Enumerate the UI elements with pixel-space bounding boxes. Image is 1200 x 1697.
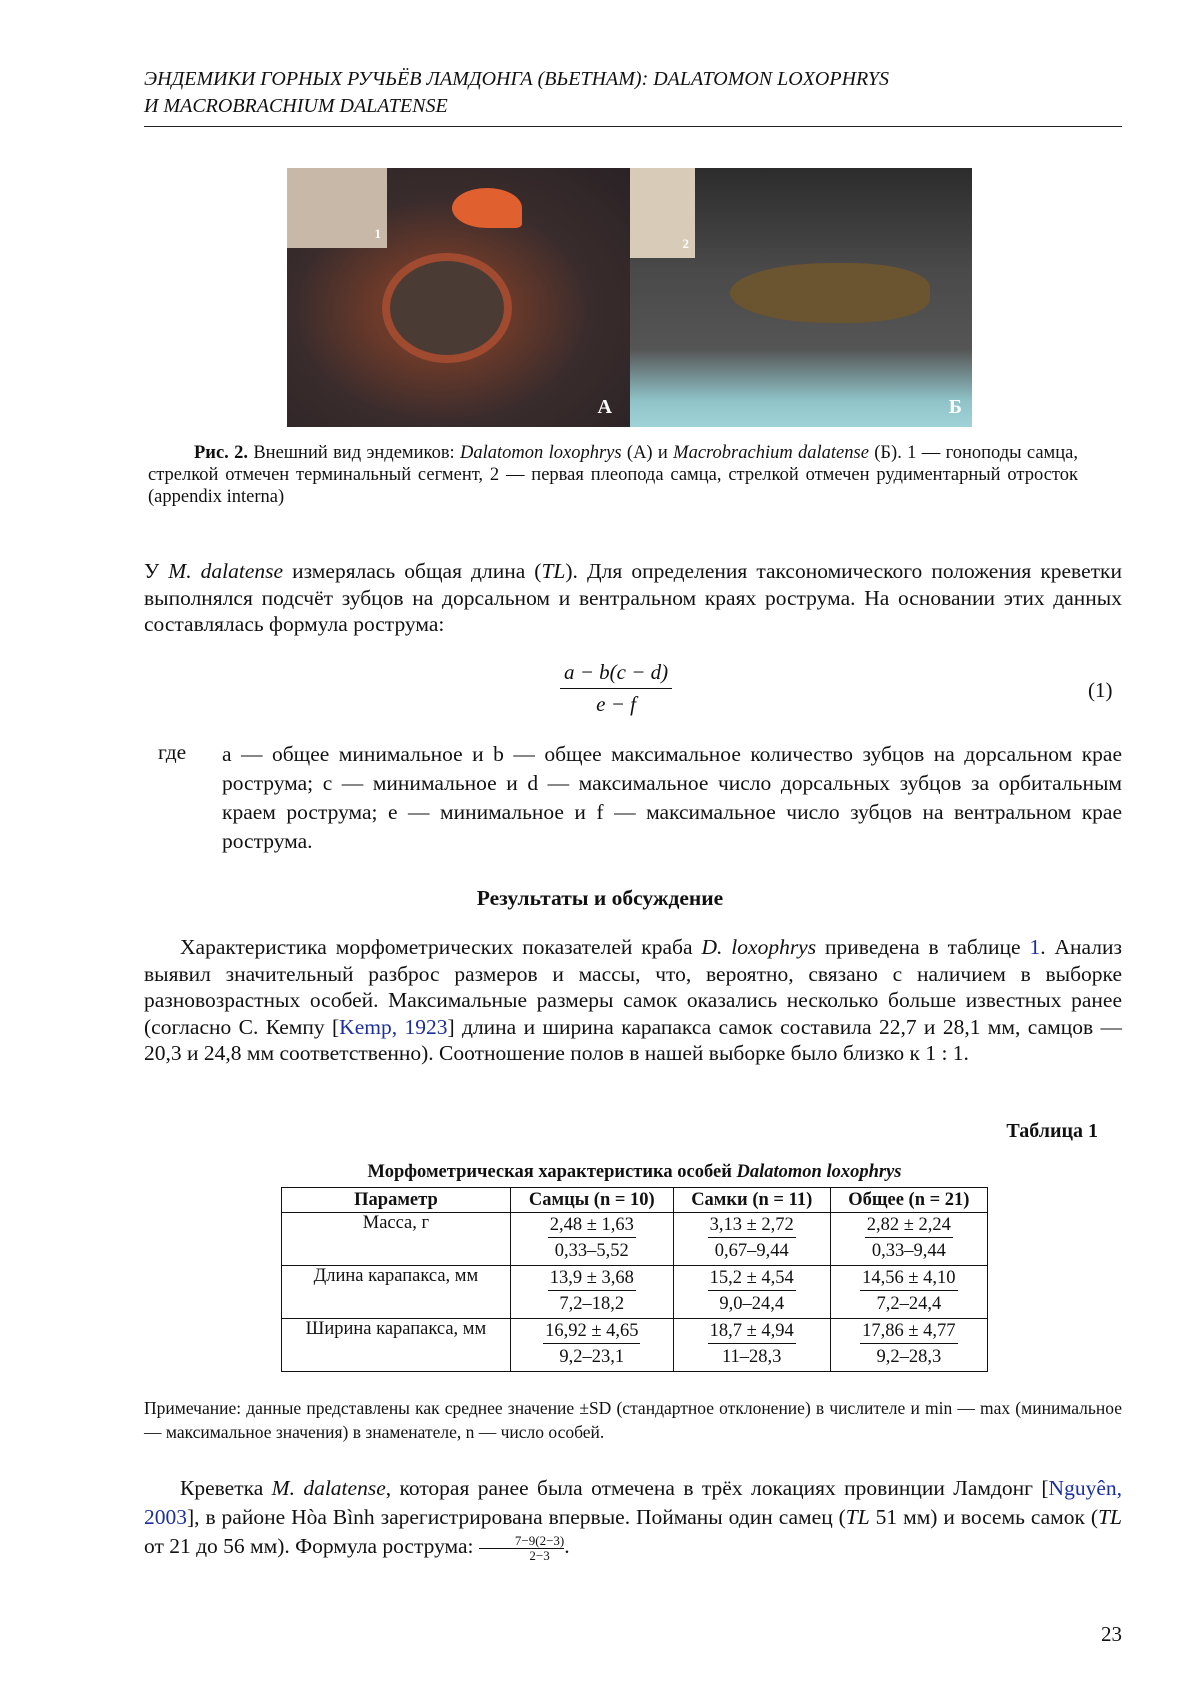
figure-2	[287, 168, 972, 427]
text: ). Для определения таксономического положения креветки выполнялся подсчёт зубцов на дорсальном и вентральном краях рострума. На основании этих данных составлялась формула рострума:	[144, 559, 1122, 636]
min-max: 0,33–5,52	[554, 1241, 629, 1261]
caption-text: (Б). 1 — гоноподы самца, стрелкой отмечен терминальный сегмент, 2 — первая плеопода самца, стрелкой отмечен рудиментарный отросток (appendix interna)	[148, 443, 1078, 507]
table-label: Таблица 1	[1006, 1120, 1098, 1142]
caption-text: (А) и	[621, 443, 674, 463]
section-heading: Результаты и обсуждение	[476, 886, 724, 910]
abbr: TL	[1098, 1505, 1122, 1529]
abbr: TL	[845, 1505, 870, 1529]
column-header: Общее (n = 21)	[830, 1188, 987, 1213]
paragraph-3	[144, 1474, 1122, 1563]
crab-photo	[287, 168, 630, 427]
citation-link[interactable]: Kemp, 1923	[339, 1014, 448, 1039]
mean-sd: 18,7 ± 4,94	[708, 1319, 796, 1344]
min-max: 11–28,3	[721, 1347, 782, 1367]
text: Характеристика морфометрических показателей краба	[180, 935, 702, 959]
formula-number: (1)	[1088, 678, 1113, 702]
formula-numerator: a − b(c − d)	[560, 660, 672, 689]
crab-body	[382, 253, 512, 363]
min-max: 9,2–28,3	[876, 1347, 942, 1367]
text: приведена в таблице	[816, 935, 1030, 959]
figure-label-b: Б	[948, 396, 962, 418]
abbr: TL	[541, 559, 566, 583]
text: . Анализ выявил значительный разброс размеров и массы, что, вероятно, связано с наличием в выборке разновозрастных особей. Максимальные размеры самок оказались несколько больше известных ранее (согласно С. Кемпу [	[144, 935, 1123, 1039]
min-max: 7,2–18,2	[559, 1294, 625, 1314]
mean-sd: 14,56 ± 4,10	[860, 1266, 957, 1291]
table-row	[282, 1213, 988, 1266]
rostrum-numerator: 7−9(2−3)	[479, 1534, 564, 1549]
mean-sd: 3,13 ± 2,72	[708, 1213, 796, 1238]
text: от 21 до 56 мм). Формула рострума:	[144, 1534, 479, 1558]
min-max: 0,67–9,44	[714, 1241, 789, 1261]
mean-sd: 15,2 ± 4,54	[708, 1266, 796, 1291]
param-cell: Масса, г	[282, 1213, 511, 1266]
inset-label-2: 2	[682, 236, 689, 251]
value-cell	[510, 1266, 673, 1319]
header-line-1: ЭНДЕМИКИ ГОРНЫХ РУЧЬЁВ ЛАМДОНГА (ВЬЕТНАМ): DALATOMON LOXOPHRYS	[144, 68, 889, 90]
value-cell	[510, 1213, 673, 1266]
column-header: Самки (n = 11)	[673, 1188, 830, 1213]
mean-sd: 2,48 ± 1,63	[548, 1213, 636, 1238]
species: M. dalatense	[271, 1476, 386, 1500]
mean-sd: 2,82 ± 2,24	[865, 1213, 953, 1238]
text: 51 мм) и восемь самок (	[869, 1505, 1099, 1529]
formula-1	[560, 660, 672, 717]
value-cell	[830, 1213, 987, 1266]
paragraph-2	[144, 934, 1122, 1067]
running-header	[144, 66, 1122, 127]
value-cell	[673, 1266, 830, 1319]
where-label: где	[158, 740, 187, 764]
min-max: 7,2–24,4	[876, 1294, 942, 1314]
table-header-row	[282, 1188, 988, 1213]
text: , которая ранее была отмечена в трёх локациях провинции Ламдонг [	[385, 1476, 1049, 1500]
shrimp-body	[730, 263, 930, 323]
value-cell	[830, 1319, 987, 1372]
text: .	[564, 1534, 570, 1558]
title-text: Морфометрическая характеристика особей	[367, 1162, 737, 1182]
text: ], в районе Hòa Bình зарегистрирована впервые. Пойманы один самец (	[187, 1505, 846, 1529]
citation-link[interactable]: Nguyên, 2003	[144, 1476, 1122, 1529]
table-row	[282, 1319, 988, 1372]
figure-caption	[148, 442, 1078, 508]
min-max: 9,2–23,1	[559, 1347, 625, 1367]
column-header: Самцы (n = 10)	[510, 1188, 673, 1213]
shrimp-photo	[630, 168, 972, 427]
value-cell	[673, 1319, 830, 1372]
pleopod-inset	[630, 168, 695, 258]
param-cell: Ширина карапакса, мм	[282, 1319, 511, 1372]
morphometry-table	[281, 1187, 988, 1372]
table-title	[281, 1162, 988, 1183]
formula-denominator: e − f	[596, 692, 636, 716]
caption-text: Внешний вид эндемиков:	[248, 443, 461, 463]
column-header: Параметр	[282, 1188, 511, 1213]
table-row	[282, 1266, 988, 1319]
text: измерялась общая длина (	[283, 559, 542, 583]
text: Креветка	[180, 1476, 272, 1500]
species: D. loxophrys	[701, 935, 817, 959]
min-max: 0,33–9,44	[871, 1241, 946, 1261]
text: У	[144, 559, 169, 583]
paragraph-1	[144, 558, 1122, 638]
caption-lead: Рис. 2.	[194, 443, 249, 463]
value-cell	[673, 1213, 830, 1266]
param-cell: Длина карапакса, мм	[282, 1266, 511, 1319]
mean-sd: 13,9 ± 3,68	[548, 1266, 636, 1291]
text: ] длина и ширина карапакса самок составила 22,7 и 28,1 мм, самцов — 20,3 и 24,8 мм соответственно). Соотношение полов в нашей выборке было близко к 1 : 1.	[144, 1014, 1122, 1065]
mean-sd: 16,92 ± 4,65	[543, 1319, 640, 1344]
caption-species: Macrobrachium dalatense	[673, 443, 869, 463]
min-max: 9,0–24,4	[719, 1294, 785, 1314]
title-species: Dalatomon loxophrys	[736, 1162, 902, 1182]
where-definitions: a — общее минимальное и b — общее максимальное количество зубцов на дорсальном крае рострума; c — минимальное и d — максимальное число дорсальных зубцов за орбитальным краем рострума; e — минимальное и f — максимальное число зубцов на вентральном крае рострума.	[222, 742, 1122, 853]
header-line-2: И MACROBRACHIUM DALATENSE	[144, 95, 448, 117]
caption-species: Dalatomon loxophrys	[460, 443, 622, 463]
figure-label-a: А	[597, 396, 612, 418]
table-note: Примечание: данные представлены как среднее значение ±SD (стандартное отклонение) в числителе и min — max (минимальное — максимальное значения) в знаменателе, n — число особей.	[144, 1398, 1122, 1442]
mean-sd: 17,86 ± 4,77	[860, 1319, 957, 1344]
page-number: 23	[1101, 1622, 1122, 1646]
rostrum-denominator: 2−3	[529, 1547, 550, 1563]
species: M. dalatense	[168, 559, 284, 583]
value-cell	[510, 1319, 673, 1372]
value-cell	[830, 1266, 987, 1319]
gonopod-inset	[287, 168, 387, 248]
table-ref-link[interactable]: 1	[1029, 935, 1041, 959]
crab-claw	[452, 188, 522, 228]
inset-label-1: 1	[374, 226, 381, 241]
rostrum-formula	[479, 1534, 564, 1563]
